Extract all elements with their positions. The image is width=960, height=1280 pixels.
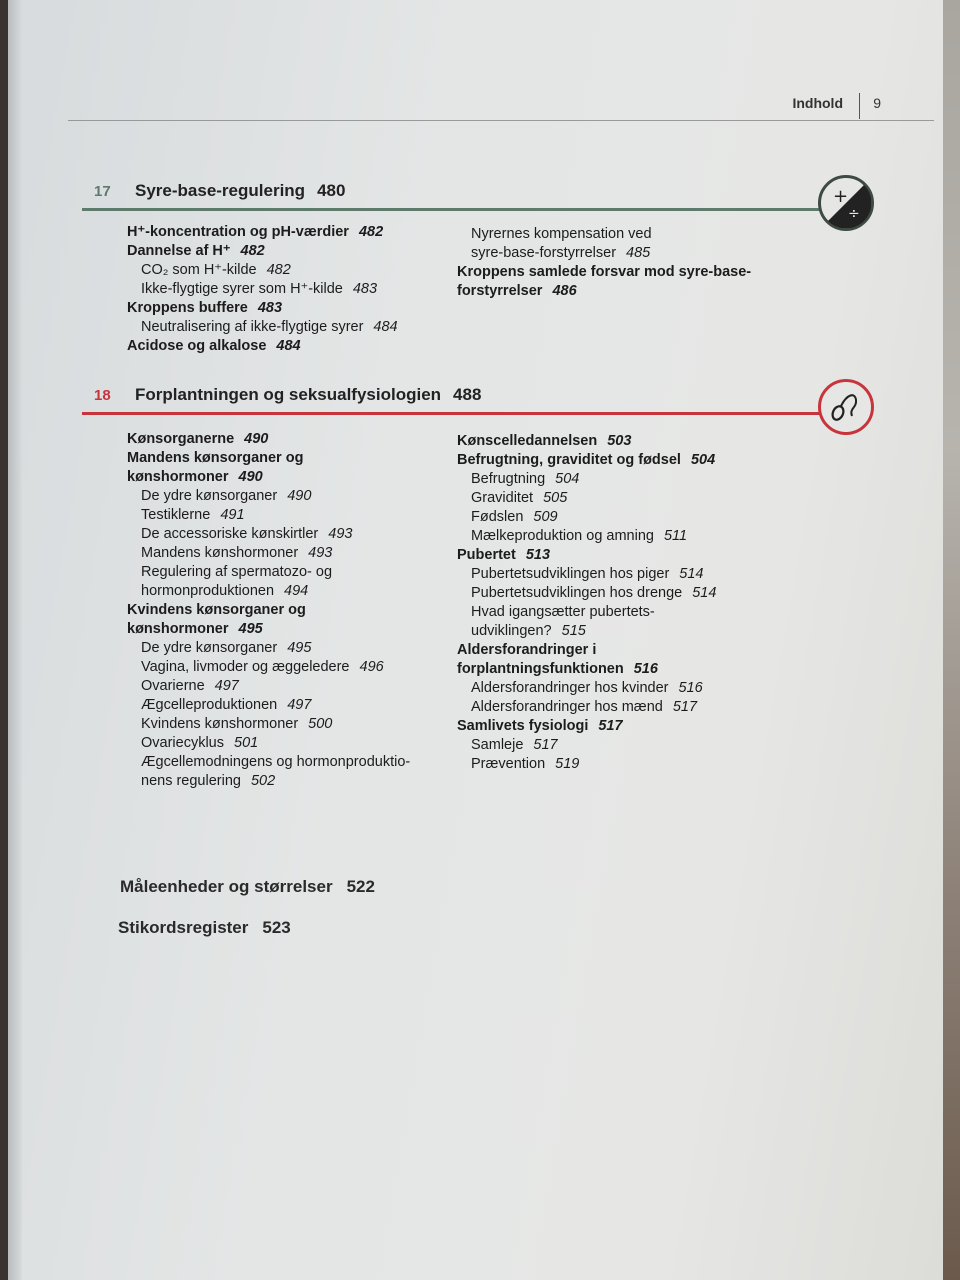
chapter-18-right-column: [457, 432, 716, 774]
toc-entry[interactable]: [127, 318, 398, 337]
toc-entry[interactable]: [127, 337, 398, 356]
entry-page: 515: [561, 623, 586, 639]
entry-title: Befrugtning: [471, 471, 546, 487]
entry-title: Kønsorganerne: [127, 431, 235, 447]
entry-page: 522: [346, 877, 375, 896]
toc-entry[interactable]: [127, 601, 410, 620]
entry-page: 483: [352, 281, 378, 297]
toc-entry[interactable]: [457, 641, 716, 660]
toc-entry[interactable]: [127, 430, 410, 449]
toc-entry[interactable]: [127, 223, 398, 242]
toc-entry[interactable]: [457, 527, 716, 546]
toc-entry[interactable]: [127, 639, 410, 658]
entry-title: Pubertet: [457, 547, 516, 563]
entry-title: Befrugtning, graviditet og fødsel: [457, 452, 681, 468]
toc-entry[interactable]: [457, 679, 716, 698]
toc-entry[interactable]: [457, 244, 751, 263]
toc-entry[interactable]: [127, 487, 410, 506]
entry-title: Pubertetsudviklingen hos piger: [471, 566, 670, 582]
entry-page: 516: [678, 680, 703, 696]
entry-title: Ikke-flygtige syrer som H⁺-kilde: [141, 281, 343, 297]
entry-title: Kroppens samlede forsvar mod syre-base-: [457, 264, 752, 280]
entry-title: Mandens kønshormoner: [141, 545, 299, 561]
entry-title: Aldersforandringer i: [457, 642, 597, 658]
entry-title: Ægcellemodningens og hormonproduktio-: [141, 754, 411, 770]
chapter-page: 480: [317, 181, 346, 200]
plus-divide-icon: [818, 175, 874, 231]
entry-title: CO₂ som H⁺-kilde: [141, 262, 257, 278]
entry-title: Måleenheder og størrelser: [120, 877, 333, 896]
entry-title: forstyrrelser: [457, 283, 543, 299]
entry-title: kønshormoner: [127, 621, 229, 637]
toc-entry[interactable]: [127, 280, 398, 299]
entry-title: Aldersforandringer hos kvinder: [471, 680, 669, 696]
entry-page: 484: [276, 338, 301, 354]
toc-entry-maaleenheder[interactable]: [120, 877, 375, 897]
toc-entry[interactable]: [127, 299, 398, 318]
entry-page: 504: [555, 471, 580, 487]
entry-page: 509: [533, 509, 558, 525]
toc-entry[interactable]: [127, 563, 410, 582]
entry-title: forplantningsfunktionen: [457, 661, 624, 677]
chapter-rule: [82, 412, 828, 415]
entry-page: 517: [533, 737, 558, 753]
entry-page: 485: [626, 245, 651, 261]
entry-page: 486: [552, 283, 577, 299]
entry-page: 514: [679, 566, 704, 582]
entry-page: 513: [525, 547, 551, 563]
toc-entry[interactable]: [457, 546, 716, 565]
toc-entry[interactable]: [457, 565, 716, 584]
entry-page: 484: [373, 319, 398, 335]
entry-title: Kroppens buffere: [127, 300, 248, 316]
chapter-rule: [82, 208, 828, 211]
entry-page: 493: [308, 545, 333, 561]
sperm-icon: [818, 379, 874, 435]
entry-page: 504: [690, 452, 716, 468]
toc-entry[interactable]: [457, 660, 716, 679]
entry-page: 511: [663, 528, 688, 544]
entry-title: syre-base-forstyrrelser: [471, 245, 617, 261]
entry-page: 497: [287, 697, 312, 713]
toc-entry-stikordsregister[interactable]: [118, 918, 291, 938]
toc-entry[interactable]: [127, 242, 398, 261]
entry-page: 500: [308, 716, 333, 732]
entry-title: Hvad igangsætter pubertets-: [471, 604, 655, 620]
entry-title: Mælkeproduktion og amning: [471, 528, 654, 544]
toc-entry[interactable]: [127, 772, 410, 791]
entry-page: 503: [607, 433, 632, 449]
entry-page: 496: [359, 659, 384, 675]
toc-entry[interactable]: [457, 736, 716, 755]
entry-title: Nyrernes kompensation ved: [471, 226, 652, 242]
entry-title: Ovarierne: [141, 678, 205, 694]
entry-page: 493: [328, 526, 353, 542]
toc-entry[interactable]: [127, 677, 410, 696]
running-header-separator: [859, 93, 860, 119]
entry-page: 519: [555, 756, 580, 772]
entry-title: Prævention: [471, 756, 546, 772]
toc-entry[interactable]: [457, 225, 751, 244]
book-page: [8, 0, 943, 1280]
entry-page: 497: [214, 678, 239, 694]
toc-entry[interactable]: [457, 584, 716, 603]
entry-title: De ydre kønsorganer: [141, 640, 278, 656]
toc-entry[interactable]: [127, 544, 410, 563]
toc-entry[interactable]: [457, 622, 716, 641]
entry-title: Mandens kønsorganer og: [127, 450, 304, 466]
toc-entry[interactable]: [127, 715, 410, 734]
chapter-title-text: Syre-base-regulering: [135, 181, 306, 200]
entry-page: 490: [287, 488, 312, 504]
entry-title: Acidose og alkalose: [127, 338, 267, 354]
entry-title: Stikordsregister: [118, 918, 249, 937]
entry-title: Ægcelleproduktionen: [141, 697, 278, 713]
toc-entry[interactable]: [127, 449, 410, 468]
toc-entry[interactable]: [457, 263, 751, 282]
entry-page: 490: [244, 431, 269, 447]
toc-entry[interactable]: [127, 506, 410, 525]
entry-title: Kvindens kønsorganer og: [127, 602, 306, 618]
entry-title: Fødslen: [471, 509, 524, 525]
toc-entry[interactable]: [127, 658, 410, 677]
running-header-section: Indhold: [792, 95, 843, 111]
chapter-title[interactable]: [135, 181, 345, 201]
svg-text:+: +: [833, 186, 849, 207]
entry-page: 495: [287, 640, 312, 656]
toc-entry[interactable]: [457, 698, 716, 717]
toc-entry[interactable]: [127, 261, 398, 280]
entry-page: 517: [598, 718, 623, 734]
entry-title: Graviditet: [471, 490, 534, 506]
entry-page: 491: [220, 507, 245, 523]
toc-entry[interactable]: [457, 282, 751, 301]
header-rule: [68, 120, 934, 121]
entry-page: 501: [234, 735, 259, 751]
entry-title: Kvindens kønshormoner: [141, 716, 299, 732]
entry-title: hormonproduktionen: [141, 583, 275, 599]
toc-entry[interactable]: [457, 508, 716, 527]
entry-page: 494: [284, 583, 309, 599]
chapter-title-text: Forplantningen og seksualfysiologien: [135, 385, 442, 404]
entry-title: H⁺-koncentration og pH-værdier: [127, 224, 349, 240]
chapter-17-left-column: [127, 223, 398, 356]
entry-page: 505: [543, 490, 568, 506]
chapter-number: 18: [94, 387, 111, 404]
toc-entry[interactable]: [457, 432, 716, 451]
entry-title: nens regulering: [141, 773, 241, 789]
entry-title: Ovariecyklus: [141, 735, 224, 751]
entry-page: 482: [240, 243, 265, 259]
toc-entry[interactable]: [127, 525, 410, 544]
entry-page: 523: [262, 918, 291, 937]
entry-title: Aldersforandringer hos mænd: [471, 699, 663, 715]
toc-entry[interactable]: [457, 755, 716, 774]
toc-entry[interactable]: [127, 753, 410, 772]
entry-page: 482: [358, 224, 384, 240]
entry-title: Testiklerne: [141, 507, 211, 523]
chapter-18-left-column: [127, 430, 410, 791]
entry-title: De accessoriske kønskirtler: [141, 526, 319, 542]
toc-entry[interactable]: [127, 734, 410, 753]
chapter-number: 17: [94, 183, 111, 200]
toc-entry[interactable]: [457, 470, 716, 489]
toc-entry[interactable]: [127, 468, 410, 487]
entry-page: 482: [266, 262, 291, 278]
entry-title: udviklingen?: [471, 623, 552, 639]
entry-page: 516: [633, 661, 658, 677]
toc-entry[interactable]: [127, 582, 410, 601]
toc-entry[interactable]: [457, 603, 716, 622]
entry-page: 502: [250, 773, 276, 789]
toc-entry[interactable]: [457, 489, 716, 508]
entry-title: Pubertetsudviklingen hos drenge: [471, 585, 683, 601]
chapter-title[interactable]: [135, 385, 481, 405]
entry-title: Dannelse af H⁺: [127, 243, 231, 259]
chapter-17-right-column: [457, 225, 751, 301]
entry-title: kønshormoner: [127, 469, 229, 485]
entry-title: Kønscelledannelsen: [457, 433, 598, 449]
entry-title: Samlivets fysiologi: [457, 718, 589, 734]
entry-page: 514: [692, 585, 717, 601]
entry-title: Samleje: [471, 737, 524, 753]
entry-title: Vagina, livmoder og æggeledere: [141, 659, 350, 675]
entry-title: Regulering af spermatozo- og: [141, 564, 333, 580]
entry-page: 495: [238, 621, 263, 637]
entry-page: 490: [238, 469, 263, 485]
toc-entry[interactable]: [127, 696, 410, 715]
entry-page: 483: [257, 300, 283, 316]
page-number: 9: [873, 95, 881, 111]
page-gutter-shadow: [8, 0, 22, 1280]
chapter-page: 488: [453, 385, 482, 404]
toc-entry[interactable]: [457, 451, 716, 470]
entry-title: De ydre kønsorganer: [141, 488, 278, 504]
toc-entry[interactable]: [457, 717, 716, 736]
toc-entry[interactable]: [127, 620, 410, 639]
entry-title: Neutralisering af ikke-flygtige syrer: [141, 319, 364, 335]
entry-page: 517: [672, 699, 698, 715]
svg-text:÷: ÷: [848, 206, 860, 222]
